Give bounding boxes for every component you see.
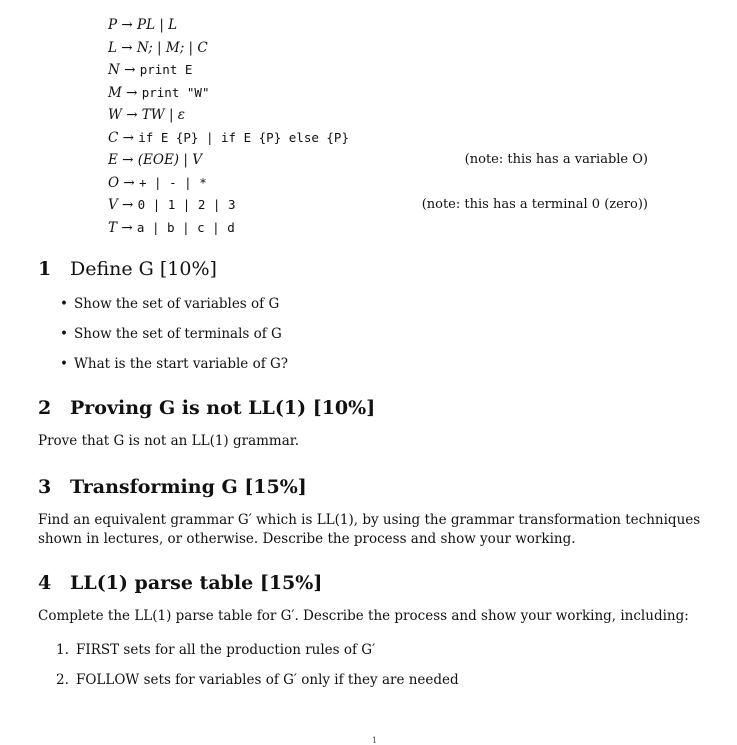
section-text: Prove that G is not an LL(1) grammar. [38, 433, 300, 449]
rule-m: M → print "W" [108, 84, 210, 101]
rule-c: C → if E {P} | if E {P} else {P} [108, 129, 349, 146]
bullet-icon: • [60, 326, 68, 342]
section-text: Find an equivalent grammar G′ which is LL(1), by using the grammar transformation techniques shown in lectures, or otherwise. Describe the process and show your working. [38, 512, 701, 547]
section-proving [38, 397, 718, 451]
list-item: • Show the set of terminals of G [60, 326, 282, 342]
rule-l: L → N; | M; | C [108, 39, 208, 56]
rule-n: N → print E [108, 62, 193, 78]
rule-p-rhs: PL | L [137, 17, 178, 33]
list-item: • Show the set of variables of G [60, 296, 280, 312]
rule-m-rhs: print "W" [141, 84, 210, 100]
rule-e: E → (EOE) | V (note: this has a variable O) [108, 149, 668, 172]
rule-v-rhs: 0 | 1 | 2 | 3 [137, 197, 236, 212]
section-heading: 4 LL(1) parse table [15%] [38, 572, 323, 594]
list-item: • What is the start variable of G? [60, 356, 289, 372]
bullet-icon: • [60, 356, 68, 372]
section-text: Complete the LL(1) parse table for G′. Describe the process and show your working, including: [38, 608, 689, 624]
rule-t: T → a | b | c | d [108, 219, 235, 236]
rule-o: O → + | - | * [108, 174, 207, 191]
note-terminal-zero: (note: this has a terminal 0 (zero)) [421, 197, 648, 212]
rule-l-rhs: N; | M; | C [136, 39, 208, 56]
rule-v: V → 0 | 1 | 2 | 3 (note: this has a terminal 0 (zero)) [108, 194, 668, 217]
rule-p: P → PL | L [108, 17, 178, 33]
section-heading: 2 Proving G is not LL(1) [10%] [38, 397, 376, 419]
section-heading: 1 Define G [10%] [38, 258, 217, 280]
numbered-list [38, 640, 718, 700]
section-define [38, 258, 718, 384]
page-number: 1 [372, 736, 378, 745]
rule-c-rhs: if E {P} | if E {P} else {P} [138, 129, 349, 145]
section-heading: 3 Transforming G [15%] [38, 476, 307, 498]
rule-o-rhs: + | - | * [138, 174, 207, 190]
grammar-rules [108, 14, 668, 239]
section-parse-table [38, 572, 718, 700]
section-transforming [38, 476, 718, 549]
rule-t-rhs: a | b | c | d [136, 219, 235, 235]
note-variable-o: (note: this has a variable O) [464, 152, 648, 167]
list-item: 1. FIRST sets for all the production rules of G′ [56, 642, 376, 658]
rule-e-rhs: (EOE) | V [137, 152, 202, 168]
rule-w-rhs: TW | ε [141, 107, 186, 123]
bullet-icon: • [60, 296, 68, 312]
rule-w: W → TW | ε [108, 107, 186, 123]
bullet-list [38, 294, 718, 384]
rule-n-rhs: print E [139, 62, 193, 77]
list-item: 2. FOLLOW sets for variables of G′ only if they are needed [56, 672, 459, 688]
